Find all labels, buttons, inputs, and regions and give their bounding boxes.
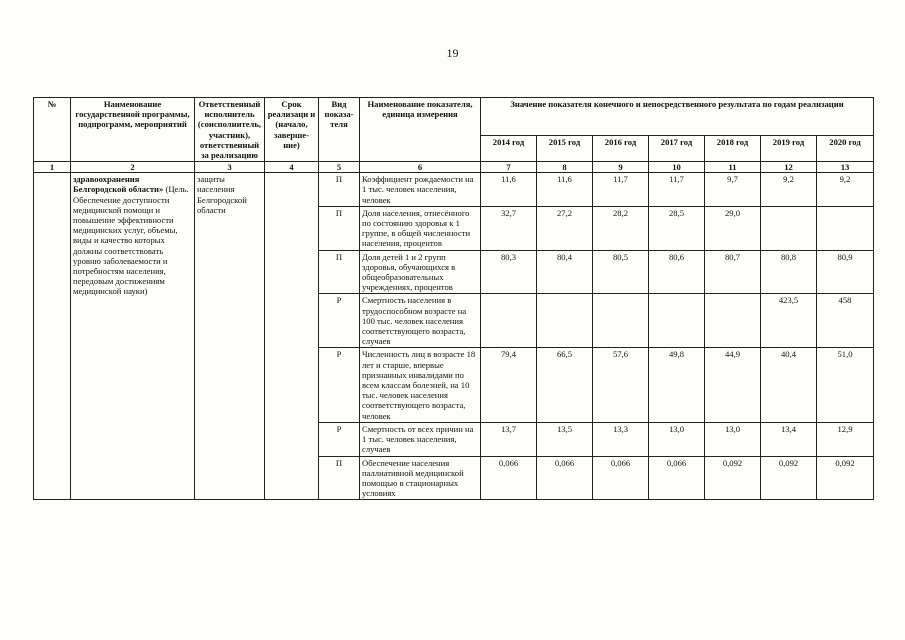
indicator-name: Обеспечение населения паллиативной медицинской помощью в стационарных условиях bbox=[360, 456, 481, 500]
indicator-value: 0,066 bbox=[649, 456, 705, 500]
page-number: 19 bbox=[446, 46, 459, 60]
indicator-value: 44,9 bbox=[705, 348, 761, 422]
header-year: 2017 год bbox=[649, 136, 705, 162]
column-number: 9 bbox=[593, 162, 649, 173]
row-number-cell bbox=[34, 173, 71, 500]
header-values: Значение показателя конечного и непосредственного результата по годам реализации bbox=[481, 98, 874, 136]
indicator-value: 28,2 bbox=[593, 206, 649, 250]
header-indicator-name: Наименование показателя, единица измерения bbox=[360, 98, 481, 162]
indicator-value: 13,0 bbox=[705, 422, 761, 456]
header-indicator-type: Вид показа- теля bbox=[319, 98, 360, 162]
indicator-name: Численность лиц в возрасте 18 лет и старше, впервые признанных инвалидами по всем классам болезней, на 10 тыс. человек населения соответствующего возраста, человек bbox=[360, 348, 481, 422]
indicator-value: 0,066 bbox=[593, 456, 649, 500]
header-year: 2019 год bbox=[761, 136, 817, 162]
indicator-type: П bbox=[319, 173, 360, 207]
indicator-name: Смертность населения в трудоспособном возрасте на 100 тыс. человек населения соответствующего возраста, случаев bbox=[360, 294, 481, 348]
indicator-value: 80,7 bbox=[705, 250, 761, 294]
indicator-value: 12,9 bbox=[817, 422, 874, 456]
indicator-value: 57,6 bbox=[593, 348, 649, 422]
indicator-value: 9,2 bbox=[817, 173, 874, 207]
indicator-value: 9,2 bbox=[761, 173, 817, 207]
indicator-value: 423,5 bbox=[761, 294, 817, 348]
header-number: № bbox=[34, 98, 71, 162]
indicator-type: П bbox=[319, 456, 360, 500]
indicator-value: 80,9 bbox=[817, 250, 874, 294]
indicator-value: 79,4 bbox=[481, 348, 537, 422]
indicator-value: 11,6 bbox=[537, 173, 593, 207]
indicator-type: Р bbox=[319, 348, 360, 422]
indicator-name: Коэффициент рождаемости на 1 тыс. человек населения, человек bbox=[360, 173, 481, 207]
indicator-value: 0,092 bbox=[761, 456, 817, 500]
header-year: 2016 год bbox=[593, 136, 649, 162]
header-year: 2018 год bbox=[705, 136, 761, 162]
column-number: 3 bbox=[195, 162, 265, 173]
indicator-name: Доля населения, отнесённого по состоянию здоровья к 1 группе, в общей численности населения, процентов bbox=[360, 206, 481, 250]
indicator-value: 32,7 bbox=[481, 206, 537, 250]
indicator-value: 80,8 bbox=[761, 250, 817, 294]
header-year: 2020 год bbox=[817, 136, 874, 162]
indicator-value: 51,0 bbox=[817, 348, 874, 422]
indicator-value: 13,3 bbox=[593, 422, 649, 456]
indicator-name: Смертность от всех причин на 1 тыс. человек населения, случаев bbox=[360, 422, 481, 456]
column-number: 12 bbox=[761, 162, 817, 173]
indicator-type: П bbox=[319, 206, 360, 250]
indicator-name: Доля детей 1 и 2 групп здоровья, обучающихся в общеобразовательных учреждениях, процентов bbox=[360, 250, 481, 294]
indicator-value bbox=[705, 294, 761, 348]
indicator-value: 458 bbox=[817, 294, 874, 348]
indicator-value: 13,7 bbox=[481, 422, 537, 456]
indicator-value: 13,5 bbox=[537, 422, 593, 456]
indicator-value bbox=[761, 206, 817, 250]
indicator-value: 40,4 bbox=[761, 348, 817, 422]
indicator-value bbox=[593, 294, 649, 348]
program-name-goal: (Цель. Обеспечение доступности медицинской помощи и повышение эффективности медицинских услуг, объемы, виды и качество которых должны соответствовать уровню заболеваемости и потребностям населения, передовым достижениям медицинской науки) bbox=[73, 184, 189, 297]
column-number: 10 bbox=[649, 162, 705, 173]
column-number: 13 bbox=[817, 162, 874, 173]
indicator-type: П bbox=[319, 250, 360, 294]
program-name-cell bbox=[71, 173, 195, 500]
column-number: 7 bbox=[481, 162, 537, 173]
indicator-value: 80,5 bbox=[593, 250, 649, 294]
header-row-1 bbox=[34, 98, 874, 136]
indicator-value: 9,7 bbox=[705, 173, 761, 207]
indicator-value bbox=[817, 206, 874, 250]
indicator-value: 80,6 bbox=[649, 250, 705, 294]
indicator-value: 13,0 bbox=[649, 422, 705, 456]
indicator-value bbox=[537, 294, 593, 348]
period-cell bbox=[265, 173, 319, 500]
indicator-value bbox=[481, 294, 537, 348]
indicator-type: Р bbox=[319, 422, 360, 456]
indicator-value: 0,066 bbox=[537, 456, 593, 500]
header-period: Срок реализаци и (начало, заверше- ние) bbox=[265, 98, 319, 162]
indicator-value: 11,7 bbox=[593, 173, 649, 207]
indicator-value: 11,7 bbox=[649, 173, 705, 207]
table-row bbox=[34, 173, 874, 207]
header-year: 2015 год bbox=[537, 136, 593, 162]
column-number: 1 bbox=[34, 162, 71, 173]
column-number: 5 bbox=[319, 162, 360, 173]
indicator-value: 80,3 bbox=[481, 250, 537, 294]
indicator-value: 66,5 bbox=[537, 348, 593, 422]
column-number: 2 bbox=[71, 162, 195, 173]
indicator-value: 28,5 bbox=[649, 206, 705, 250]
indicator-value: 0,092 bbox=[817, 456, 874, 500]
indicator-value: 80,4 bbox=[537, 250, 593, 294]
indicator-type: Р bbox=[319, 294, 360, 348]
indicator-value: 13,4 bbox=[761, 422, 817, 456]
column-number: 4 bbox=[265, 162, 319, 173]
column-number: 6 bbox=[360, 162, 481, 173]
header-year: 2014 год bbox=[481, 136, 537, 162]
program-name-bold: здравоохранения Белгородской области» bbox=[73, 174, 164, 195]
indicator-value bbox=[649, 294, 705, 348]
header-program-name: Наименование государственной программы, подпрограмм, мероприятий bbox=[71, 98, 195, 162]
indicator-value: 0,092 bbox=[705, 456, 761, 500]
indicator-value: 49,8 bbox=[649, 348, 705, 422]
responsible-cell: защиты населения Белгородской области bbox=[195, 173, 265, 500]
indicator-value: 0,066 bbox=[481, 456, 537, 500]
header-responsible: Ответственный исполнитель (соисполнитель, участник), ответственный за реализацию bbox=[195, 98, 265, 162]
column-number: 11 bbox=[705, 162, 761, 173]
indicator-value: 29,0 bbox=[705, 206, 761, 250]
column-number: 8 bbox=[537, 162, 593, 173]
indicator-value: 11,6 bbox=[481, 173, 537, 207]
program-indicators-table bbox=[33, 97, 874, 500]
indicator-value: 27,2 bbox=[537, 206, 593, 250]
column-numbers-row bbox=[34, 162, 874, 173]
